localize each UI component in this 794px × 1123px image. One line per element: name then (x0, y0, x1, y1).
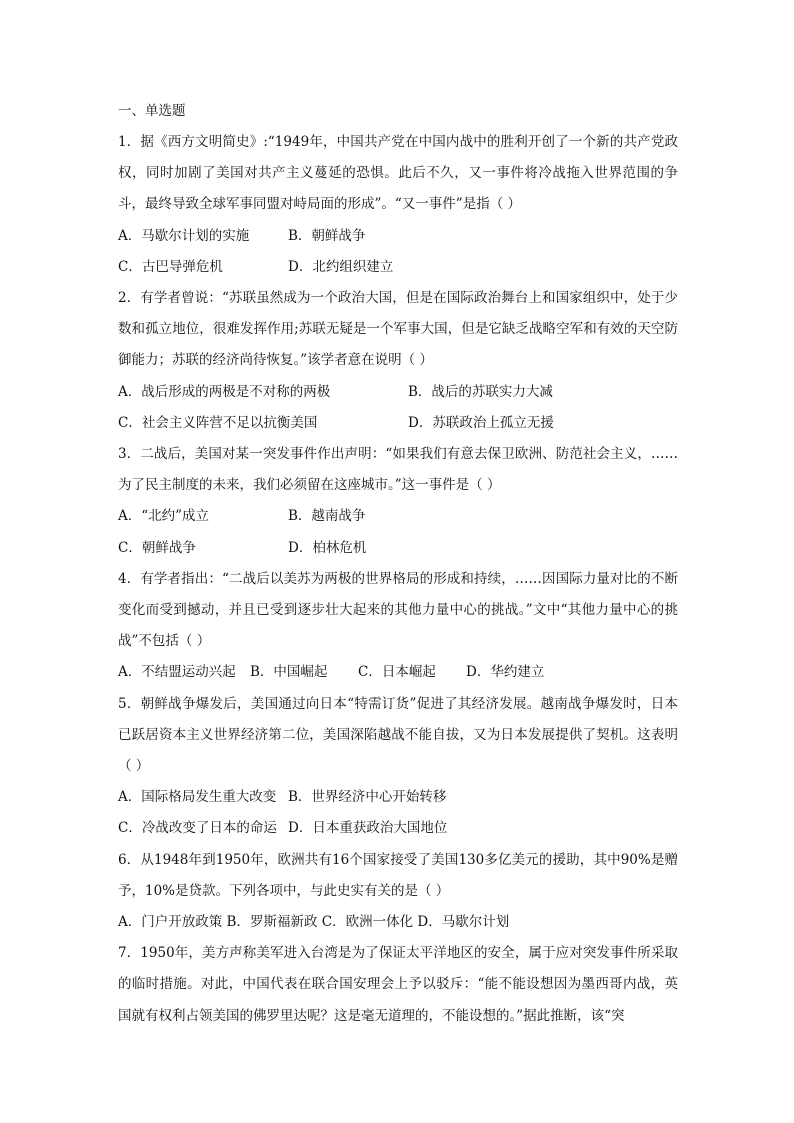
option-d: D．华约建立 (466, 664, 545, 681)
option-row (118, 813, 678, 844)
document-page (118, 96, 678, 1032)
option-d: D．北约组织建立 (288, 258, 394, 275)
option-a: A．不结盟运动兴起 (118, 664, 236, 681)
option-a: A．“北约”成立 (118, 508, 210, 525)
question-stem: 4．有学者指出：“二战后以美苏为两极的世界格局的形成和持续，……因国际力量对比的不断变化而受到撼动，并且已受到逐步壮大起来的其他力量中心的挑战。”文中“其他力量中心的挑战”不包括（ ） (118, 570, 678, 650)
option-row (118, 377, 678, 408)
question-stem: 1．据《西方文明简史》:“1949年，中国共产党在中国内战中的胜利开创了一个新的共产党政权，同时加剧了美国对共产主义蔓延的恐惧。此后不久，又一事件将冷战拖入世界范围的争斗，最终导致全球军事同盟对峙局面的形成”。“又一事件”是指（ ） (118, 134, 678, 213)
question-stem: 3．二战后，美国对某一突发事件作出声明：“如果我们有意去保卫欧洲、防范社会主义，……为了民主制度的未来，我们必须留在这座城市。”这一事件是（ ） (118, 446, 678, 494)
option-b: B．世界经济中心开始转移 (288, 789, 447, 806)
option-c: C．朝鲜战争 (118, 539, 196, 556)
option-d: D．柏林危机 (288, 539, 367, 556)
option-row (118, 907, 678, 938)
option-row (118, 782, 678, 813)
question-7 (118, 938, 678, 1032)
option-b: B．中国崛起 (250, 664, 328, 681)
option-c: C．社会主义阵营不足以抗衡美国 (118, 414, 318, 431)
question-1 (118, 127, 678, 283)
option-row (118, 533, 678, 564)
option-c: C．日本崛起 (358, 664, 436, 681)
option-row (118, 501, 678, 532)
option-row (118, 657, 678, 688)
option-row (118, 252, 678, 283)
option-d: D．日本重获政治大国地位 (288, 820, 448, 837)
option-a: A．马歇尔计划的实施 (118, 227, 250, 244)
question-3 (118, 439, 678, 564)
option-b: B．朝鲜战争 (288, 227, 366, 244)
option-b: B．越南战争 (288, 508, 366, 525)
question-6 (118, 845, 678, 939)
option-c: C．冷战改变了日本的命运 (118, 820, 277, 837)
question-5 (118, 689, 678, 845)
option-a: A．国际格局发生重大改变 (118, 789, 277, 806)
option-row (118, 408, 678, 439)
option-all: A．门户开放政策 B．罗斯福新政 C．欧洲一体化 D．马歇尔计划 (118, 914, 510, 931)
question-stem: 6．从1948年到1950年，欧洲共有16个国家接受了美国130多亿美元的援助，其中90%是赠予，10%是贷款。下列各项中，与此史实有关的是（ ） (118, 851, 678, 899)
question-2 (118, 283, 678, 439)
option-c: C．古巴导弹危机 (118, 258, 223, 275)
question-stem: 2．有学者曾说：“苏联虽然成为一个政治大国，但是在国际政治舞台上和国家组织中，处于少数和孤立地位，很难发挥作用;苏联无疑是一个军事大国，但是它缺乏战略空军和有效的天空防御能力；苏联的经济尚待恢复。”该学者意在说明（ ） (118, 290, 678, 369)
question-stem: 7．1950年，美方声称美军进入台湾是为了保证太平洋地区的安全，属于应对突发事件所采取的临时措施。对此，中国代表在联合国安理会上予以驳斥：“能不能设想因为墨西哥内战，英国就有权利占领美国的佛罗里达呢？这是毫无道理的，不能设想的。”据此推断，该“突 (118, 945, 678, 1024)
option-a: A．战后形成的两极是不对称的两极 (118, 383, 331, 400)
section-title: 一、单选题 (118, 103, 186, 119)
question-stem: 5．朝鲜战争爆发后，美国通过向日本“特需订货”促进了其经济发展。越南战争爆发时，日本已跃居资本主义世界经济第二位，美国深陷越战不能自拔，又为日本发展提供了契机。这表明（ ） (118, 695, 678, 775)
option-b: B．战后的苏联实力大减 (408, 383, 553, 400)
question-4 (118, 564, 678, 689)
option-d: D．苏联政治上孤立无援 (408, 414, 554, 431)
option-row (118, 221, 678, 252)
